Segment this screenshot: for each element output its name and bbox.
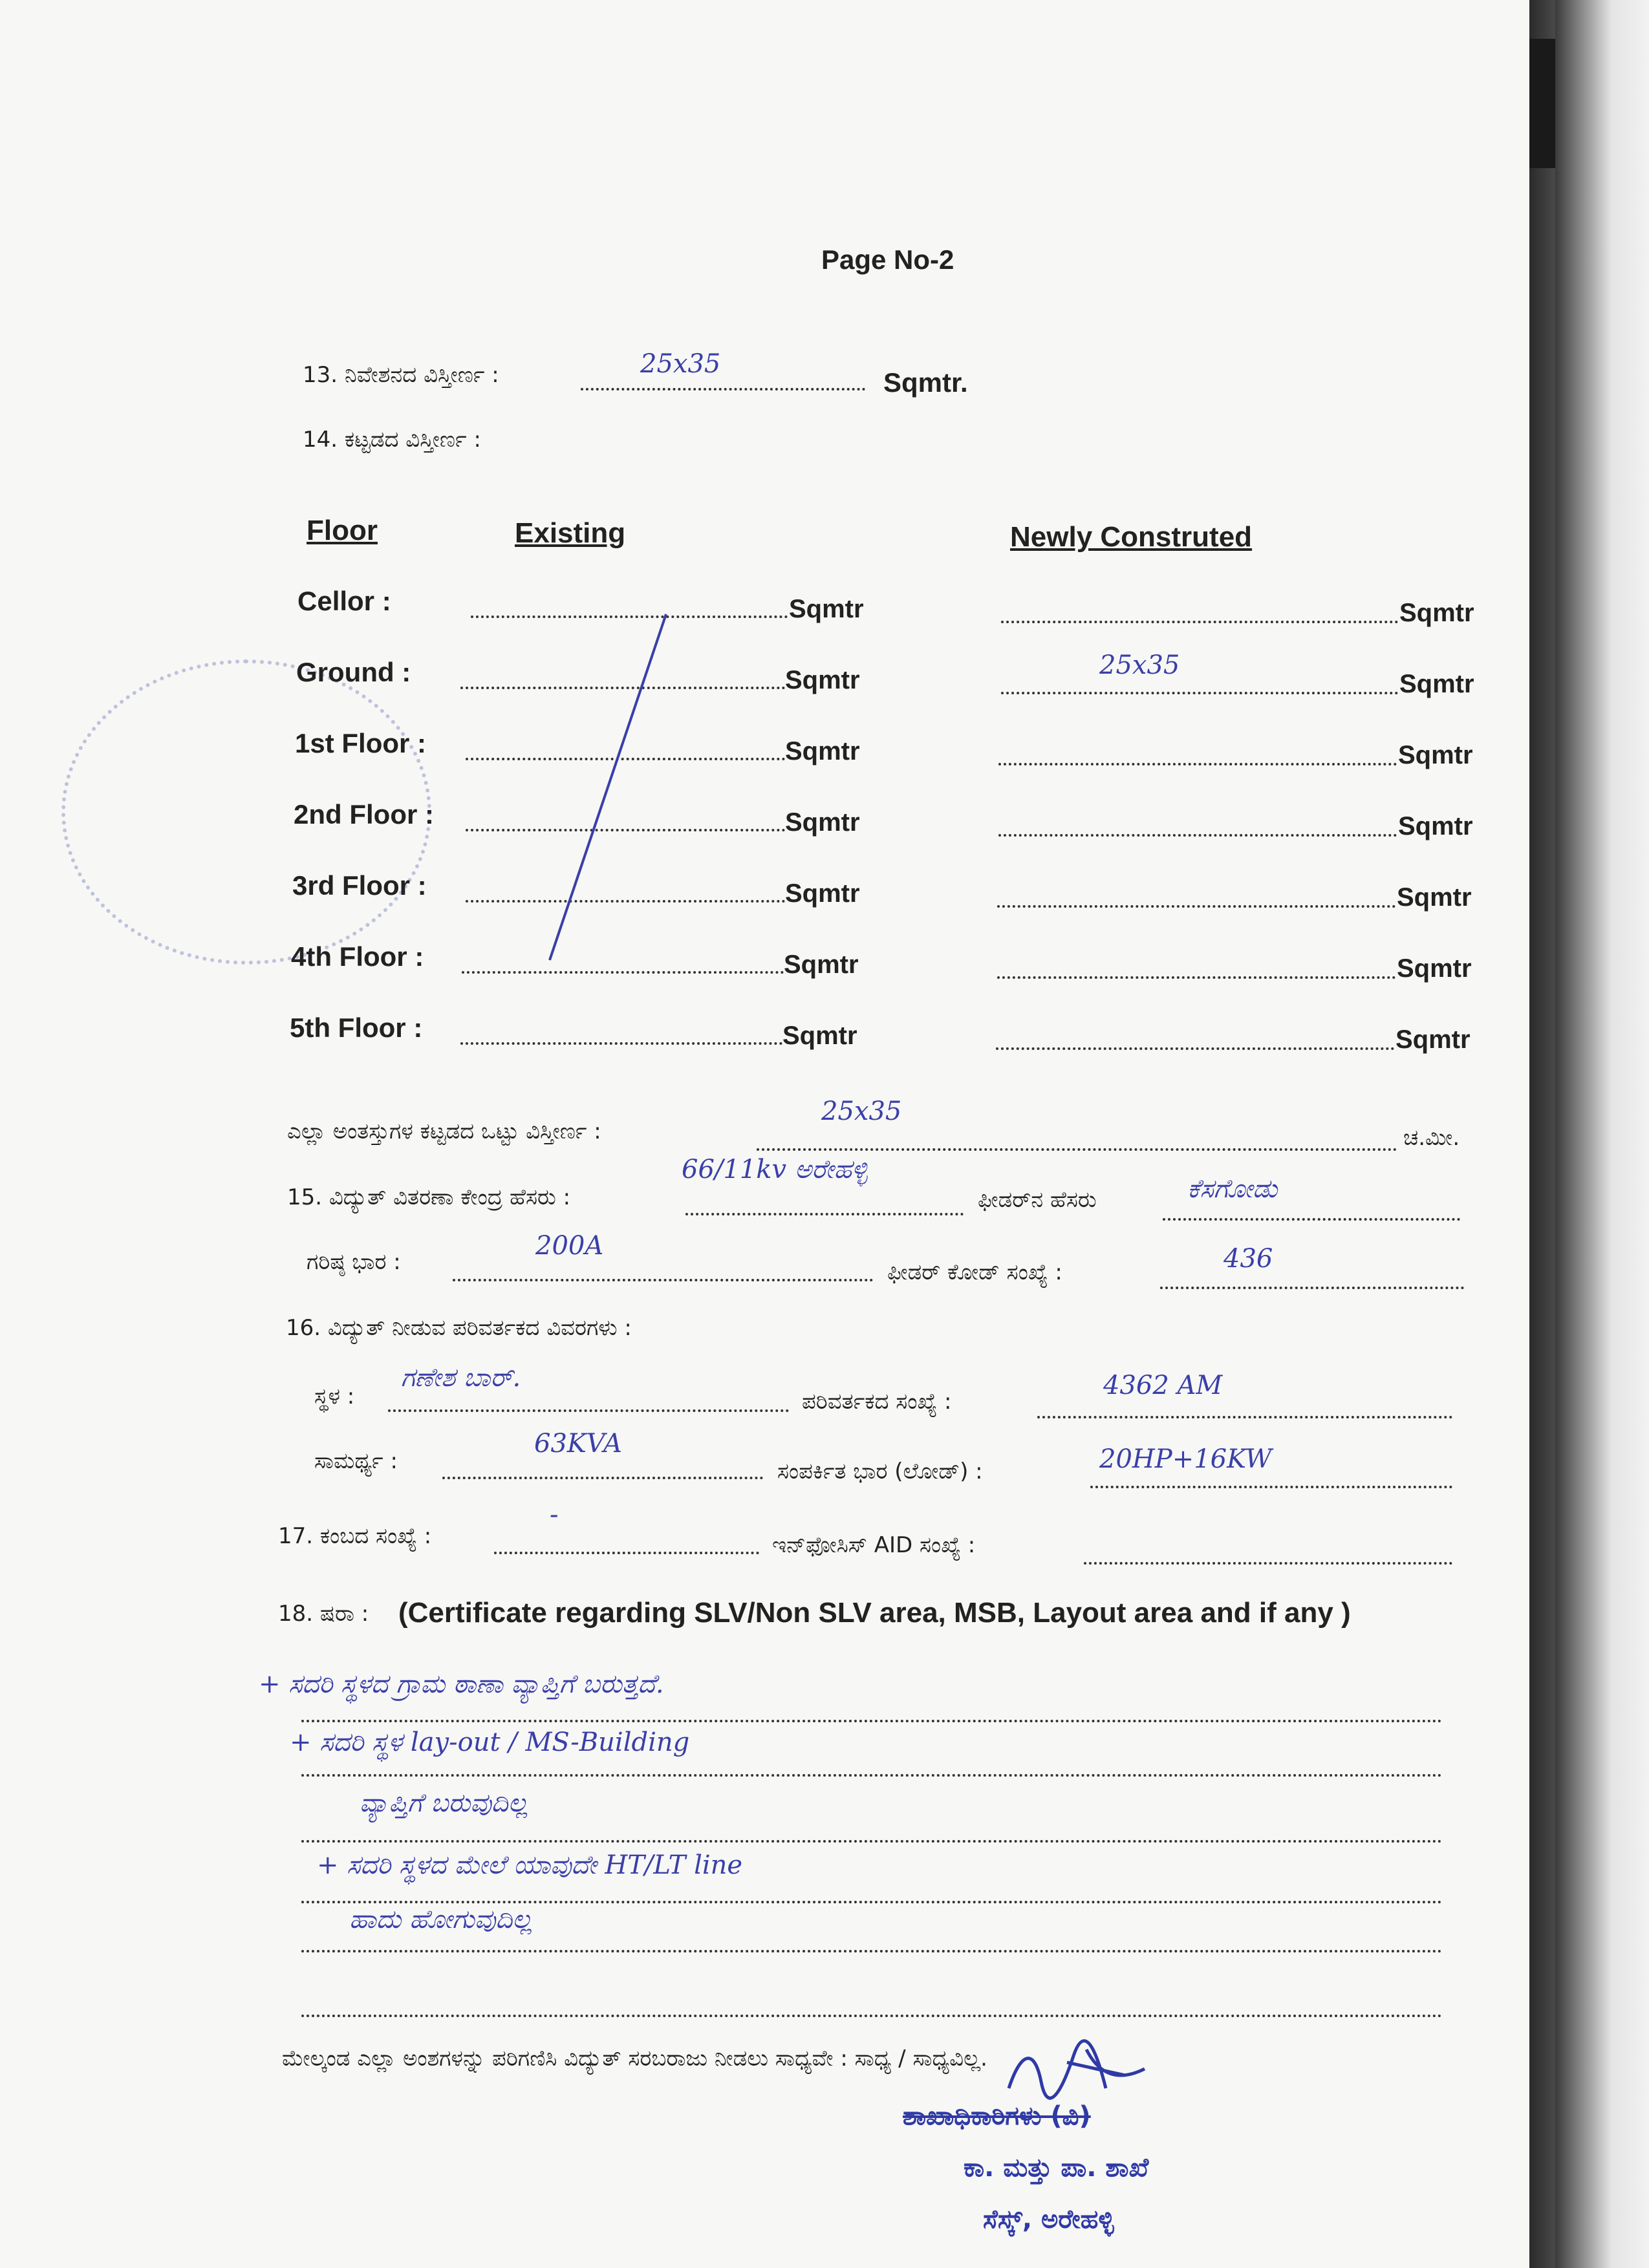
newly-unit: Sqmtr	[1397, 954, 1472, 983]
existing-column-strike-line	[530, 608, 679, 970]
remark-dotted-line	[301, 1774, 1442, 1777]
remark-line: + ಸದರಿ ಸ್ಥಳ lay-out / MS-Building	[290, 1728, 690, 1757]
newly-dotted-line	[1001, 621, 1398, 623]
remark-dotted-line	[301, 1720, 1442, 1722]
aid-no-dotted-line	[1084, 1562, 1452, 1565]
pole-no-value: -	[550, 1500, 559, 1530]
connected-load-value: 20HP+16KW	[1099, 1444, 1272, 1474]
q18-label-prefix: 18. ಷರಾ :	[278, 1601, 369, 1627]
pole-no-dotted-line	[494, 1552, 759, 1554]
newly-dotted-line	[998, 763, 1397, 765]
existing-unit: Sqmtr	[785, 737, 860, 765]
remark-dotted-line	[301, 1840, 1442, 1843]
existing-unit: Sqmtr	[789, 595, 864, 623]
remark-dotted-line	[301, 1950, 1442, 1952]
remark-line: ಹಾದು ಹೋಗುವುದಿಲ್ಲ	[349, 1905, 532, 1934]
remark-line: + ಸದರಿ ಸ್ಥಳದ ಗ್ರಾಮ ಠಾಣಾ ವ್ಯಾಪ್ತಿಗೆ ಬರುತ್ತದೆ.	[259, 1669, 664, 1699]
existing-unit: Sqmtr	[785, 666, 860, 694]
signatory-location: ಸೆಸ್ಕ್, ಅರೇಹಳ್ಳಿ	[983, 2205, 1114, 2234]
existing-dotted-line	[460, 1042, 782, 1045]
existing-unit: Sqmtr	[785, 808, 860, 837]
ground-newly-value: 25x35	[1099, 650, 1180, 680]
transformer-no-value: 4362 AM	[1103, 1371, 1223, 1400]
underlying-page-edge	[1555, 0, 1649, 2268]
signatory-office: ಕಾ. ಮತ್ತು ಪಾ. ಶಾಖೆ	[964, 2153, 1149, 2183]
existing-unit: Sqmtr	[785, 879, 860, 908]
max-load-dotted-line	[453, 1279, 873, 1281]
floor-label: 5th Floor :	[290, 1012, 423, 1043]
newly-unit: Sqmtr	[1399, 599, 1474, 627]
total-area-label: ಎಲ್ಲಾ ಅಂತಸ್ತುಗಳ ಕಟ್ಟಡದ ಒಟ್ಟು ವಿಸ್ತೀರ್ಣ :	[287, 1118, 601, 1144]
newly-dotted-line	[997, 976, 1396, 979]
floor-label: Ground :	[296, 657, 411, 687]
supply-feasibility-statement: ಮೇಲ್ಕಂಡ ಎಲ್ಲಾ ಅಂಶಗಳನ್ನು ಪರಿಗಣಿಸಿ ವಿದ್ಯುತ್ ಸರಬರಾಜು ನೀಡಲು ಸಾಧ್ಯವೇ : ಸಾಧ್ಯ / ಸಾಧ್ಯವಿಲ್ಲ.	[282, 2046, 987, 2071]
feeder-name-label: ಫೀಡರ್‌ನ ಹೆಸರು	[978, 1187, 1097, 1213]
signatory-designation: ಶಾಖಾಧಿಕಾರಿಗಳು (ವಿ)	[903, 2101, 1091, 2131]
capacity-value: 63KVA	[534, 1429, 622, 1459]
total-area-value: 25x35	[821, 1097, 902, 1126]
q16-label: 16. ವಿದ್ಯುತ್ ನೀಡುವ ಪರಿವರ್ತಕದ ವಿವರಗಳು :	[286, 1315, 632, 1341]
floor-label: Cellor :	[297, 586, 391, 616]
remark-line: + ಸದರಿ ಸ್ಥಳದ ಮೇಲೆ ಯಾವುದೇ HT/LT line	[317, 1850, 743, 1880]
header-existing: Existing	[515, 517, 626, 549]
total-area-dotted-line	[757, 1148, 1397, 1151]
newly-unit: Sqmtr	[1398, 812, 1473, 840]
newly-unit: Sqmtr	[1399, 670, 1474, 698]
feeder-code-label: ಫೀಡರ್ ಕೋಡ್ ಸಂಖ್ಯೆ :	[887, 1259, 1062, 1285]
total-area-unit: ಚ.ಮೀ.	[1403, 1125, 1460, 1151]
newly-unit: Sqmtr	[1398, 741, 1473, 769]
existing-unit: Sqmtr	[784, 950, 859, 979]
q14-label: 14. ಕಟ್ಟಡದ ವಿಸ್ತೀರ್ಣ :	[303, 427, 481, 453]
q18-label-text: (Certificate regarding SLV/Non SLV area, MSB, Layout area and if any )	[398, 1597, 1351, 1629]
connected-load-label: ಸಂಪರ್ಕಿತ ಭಾರ (ಲೋಡ್) :	[777, 1459, 983, 1484]
newly-dotted-line	[998, 834, 1397, 837]
newly-dotted-line	[996, 1047, 1394, 1050]
newly-dotted-line	[997, 905, 1396, 908]
place-value: ಗಣೇಶ ಬಾರ್.	[401, 1363, 521, 1393]
aid-no-label: ಇನ್‌ಫೋಸಿಸ್ AID ಸಂಖ್ಯೆ :	[772, 1532, 976, 1558]
q15-value: 66/11kv ಅರೇಹಳ್ಳಿ	[682, 1155, 868, 1184]
capacity-dotted-line	[442, 1477, 763, 1479]
pole-no-label: 17. ಕಂಬದ ಸಂಖ್ಯೆ :	[278, 1523, 432, 1549]
connected-load-dotted-line	[1090, 1486, 1452, 1488]
existing-unit: Sqmtr	[782, 1022, 857, 1050]
q13-dotted-line	[581, 388, 865, 390]
feeder-code-value: 436	[1223, 1244, 1273, 1274]
max-load-label: ಗರಿಷ್ಠ ಭಾರ :	[307, 1249, 401, 1275]
handwritten-signature	[996, 2037, 1164, 2108]
newly-unit: Sqmtr	[1396, 1025, 1471, 1054]
remark-dotted-line	[301, 1901, 1442, 1903]
capacity-label: ಸಾಮರ್ಥ್ಯ :	[314, 1448, 398, 1474]
scanner-background	[1529, 0, 1649, 2268]
q15-dotted-line	[685, 1213, 964, 1215]
floor-label: 4th Floor :	[291, 941, 424, 972]
q13-label: 13. ನಿವೇಶನದ ವಿಸ್ತೀರ್ಣ :	[303, 362, 499, 388]
max-load-value: 200A	[535, 1231, 604, 1261]
q13-value: 25x35	[640, 349, 721, 379]
header-floor: Floor	[307, 515, 378, 546]
remark-line: ವ್ಯಾಪ್ತಿಗೆ ಬರುವುದಿಲ್ಲ	[360, 1788, 528, 1818]
header-newly-constructed: Newly Construted	[1010, 521, 1253, 553]
feeder-code-dotted-line	[1160, 1287, 1464, 1289]
existing-dotted-line	[462, 971, 784, 974]
feeder-name-value: ಕೆಸಗೋಡು	[1187, 1174, 1278, 1204]
floor-label: 3rd Floor :	[292, 870, 427, 901]
remark-dotted-line	[301, 2015, 1442, 2017]
newly-dotted-line	[1001, 692, 1398, 694]
transformer-no-dotted-line	[1037, 1416, 1452, 1418]
newly-unit: Sqmtr	[1397, 883, 1472, 912]
transformer-no-label: ಪರಿವರ್ತಕದ ಸಂಖ್ಯೆ :	[802, 1389, 952, 1415]
page-number: Page No-2	[821, 244, 954, 275]
place-label: ಸ್ಥಳ :	[314, 1384, 355, 1409]
place-dotted-line	[388, 1409, 789, 1412]
feeder-name-dotted-line	[1163, 1218, 1460, 1221]
q15-label: 15. ವಿದ್ಯುತ್ ವಿತರಣಾ ಕೇಂದ್ರ ಹೆಸರು :	[287, 1184, 571, 1210]
floor-label: 2nd Floor :	[294, 799, 434, 829]
floor-label: 1st Floor :	[295, 728, 427, 758]
q13-unit: Sqmtr.	[883, 367, 968, 398]
